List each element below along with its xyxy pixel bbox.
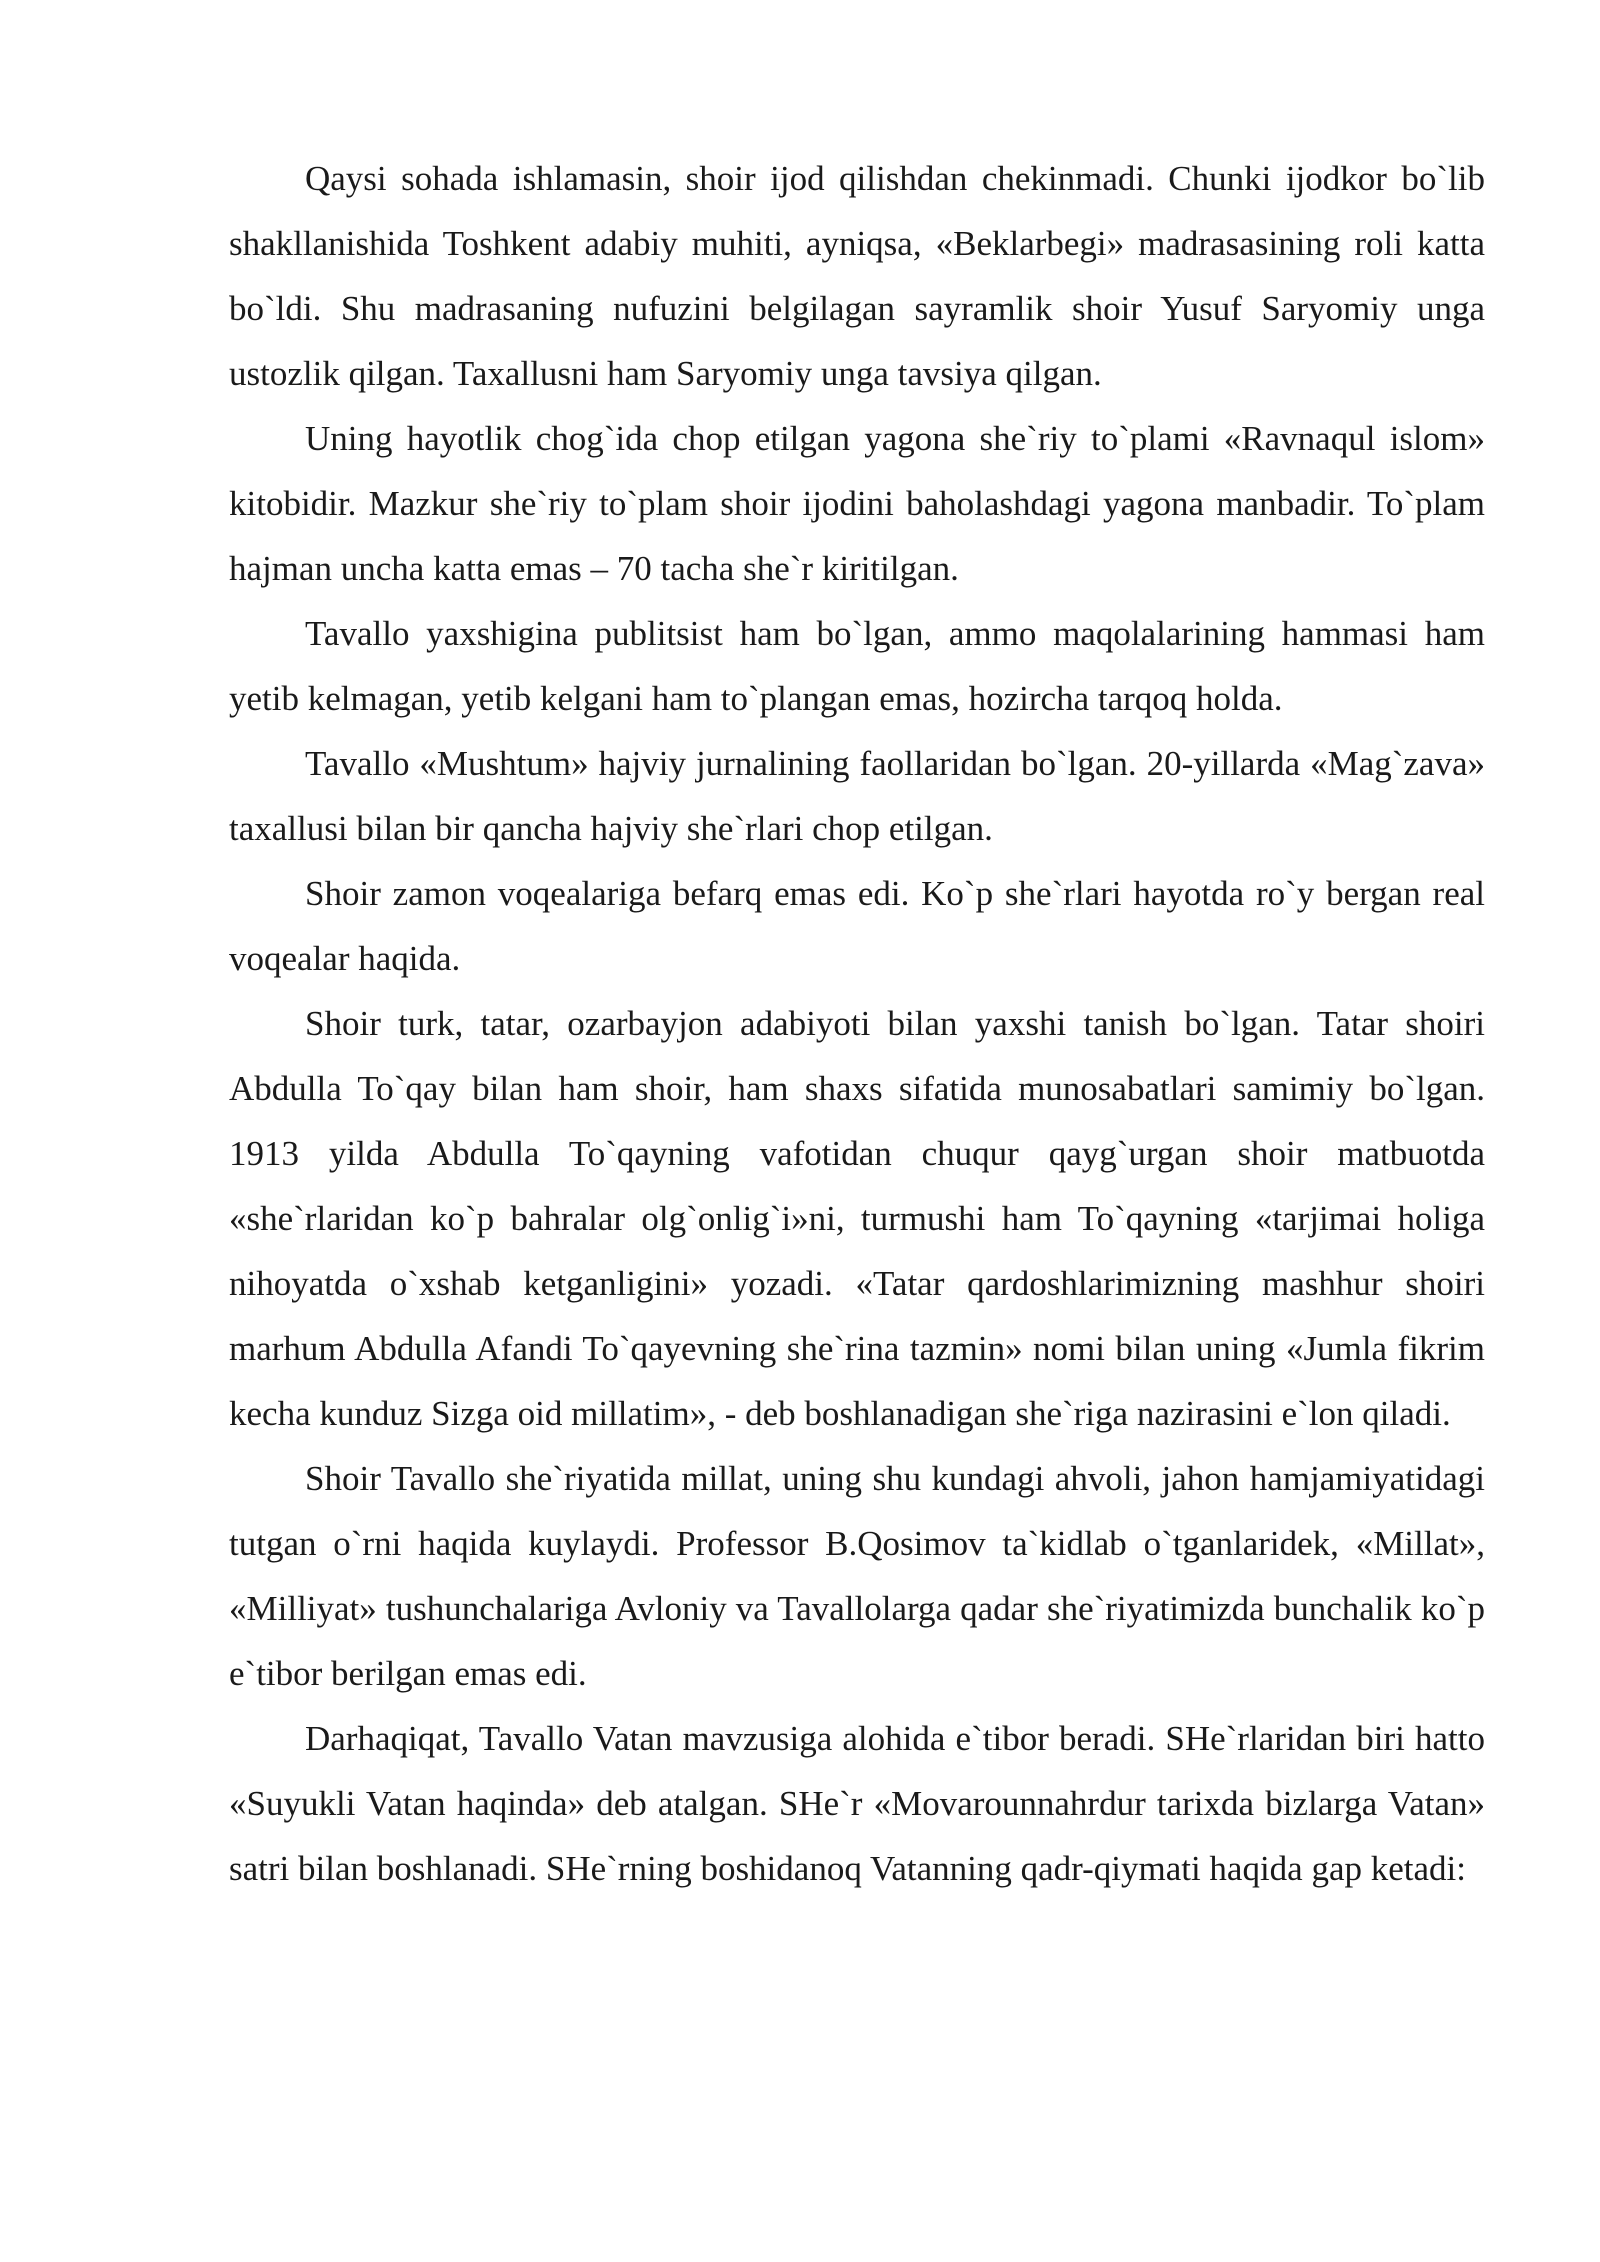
paragraph-6: Shoir turk, tatar, ozarbayjon adabiyoti bilan yaxshi tanish bo`lgan. Tatar shoiri Abdulla To`qay bilan ham shoir, ham shaxs sifatida munosabatlari samimiy bo`lgan. 1913 yilda Abdulla To`qayning vafotidan chuqur qayg`urgan shoir matbuotda «she`rlaridan ko`p bahralar olg`onlig`i»ni, turmushi ham To`qayning «tarjimai holiga nihoyatda o`xshab ketganligini» yozadi. «Tatar qardoshlarimizning mashhur shoiri marhum Abdulla Afandi To`qayevning she`rina tazmin» nomi bilan uning «Jumla fikrim kecha kunduz Sizga oid millatim», - deb boshlanadigan she`riga nazirasini e`lon qiladi. [229,1004,1485,1433]
body-text [229,146,1485,1901]
paragraph-1: Qaysi sohada ishlamasin, shoir ijod qilishdan chekinmadi. Chunki ijodkor bo`lib shakllanishida Toshkent adabiy muhiti, ayniqsa, «Beklarbegi» madrasasining roli katta bo`ldi. Shu madrasaning nufuzini belgilagan sayramlik shoir Yusuf Saryomiy unga ustozlik qilgan. Taxallusni ham Saryomiy unga tavsiya qilgan. [229,159,1485,393]
paragraph-4: Tavallo «Mushtum» hajviy jurnalining faollaridan bo`lgan. 20-yillarda «Mag`zava» taxallusi bilan bir qancha hajviy she`rlari chop etilgan. [229,744,1485,848]
paragraph-7: Shoir Tavallo she`riyatida millat, uning shu kundagi ahvoli, jahon hamjamiyatidagi tutgan o`rni haqida kuylaydi. Professor B.Qosimov ta`kidlab o`tganlaridek, «Millat», «Milliyat» tushunchalariga Avloniy va Tavallolarga qadar she`riyatimizda bunchalik ko`p e`tibor berilgan emas edi. [229,1459,1485,1693]
paragraph-3: Tavallo yaxshigina publitsist ham bo`lgan, ammo maqolalarining hammasi ham yetib kelmagan, yetib kelgani ham to`plangan emas, hozircha tarqoq holda. [229,614,1485,718]
paragraph-8: Darhaqiqat, Tavallo Vatan mavzusiga alohida e`tibor beradi. SHe`rlaridan biri hatto «Suyukli Vatan haqinda» deb atalgan. SHe`r «Movarounnahrdur tarixda bizlarga Vatan» satri bilan boshlanadi. SHe`rning boshidanoq Vatanning qadr-qiymati haqida gap ketadi: [229,1719,1485,1888]
paragraph-2: Uning hayotlik chog`ida chop etilgan yagona she`riy to`plami «Ravnaqul islom» kitobidir. Mazkur she`riy to`plam shoir ijodini baholashdagi yagona manbadir. To`plam hajman uncha katta emas – 70 tacha she`r kiritilgan. [229,419,1485,588]
paragraph-5: Shoir zamon voqealariga befarq emas edi. Ko`p she`rlari hayotda ro`y bergan real voqealar haqida. [229,874,1485,978]
